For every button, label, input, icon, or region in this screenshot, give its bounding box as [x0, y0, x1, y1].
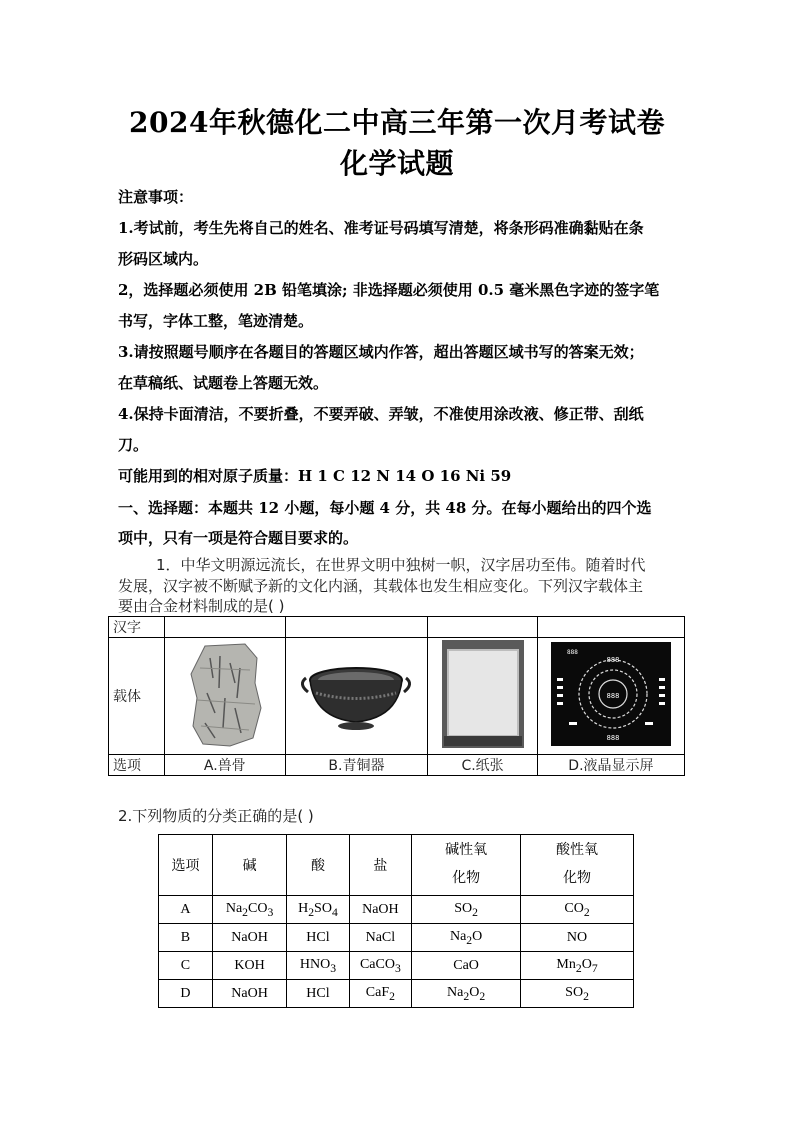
q2-header-acidic-oxide-2: 化物 [563, 871, 592, 886]
q1-stem-a: 1．中华文明源远流长，在世界文明中独树一帜，汉字居功至伟。随着时代 [156, 556, 646, 574]
atomic-mass-line: 可能用到的相对原子质量：H 1 C 12 N 14 O 16 Ni 59 [118, 467, 512, 485]
q2-header-basic-oxide [412, 835, 521, 896]
q1-hanzi-cell [537, 617, 684, 638]
q1-carrier-cell [165, 638, 286, 755]
q1-option-a: A.兽骨 [165, 755, 286, 776]
notice-item-2b: 书写，字体工整，笔迹清楚。 [118, 312, 314, 330]
q1-option-label: 选项 [109, 755, 165, 776]
q1-option-d: D.液晶显示屏 [537, 755, 684, 776]
q1-carrier-cell [428, 638, 538, 755]
q1-option-c: C.纸张 [428, 755, 538, 776]
q2-header-salt: 盐 [349, 835, 411, 896]
notice-item-3b: 在草稿纸、试题卷上答题无效。 [118, 374, 329, 392]
q1-stem-b: 发展，汉字被不断赋予新的文化内涵，其载体也发生相应变化。下列汉字载体主 [118, 577, 644, 595]
notice-item-1a: 1.考试前，考生先将自己的姓名、准考证号码填写清楚，将条形码准确黏贴在条 [118, 219, 644, 237]
q2-table [158, 834, 634, 1008]
bronze-vessel-image [296, 638, 416, 750]
paper-image [438, 638, 528, 750]
lcd-readout-center: 888 [606, 692, 620, 700]
q1-hanzi-label: 汉字 [109, 617, 165, 638]
notice-heading: 注意事项： [118, 188, 194, 206]
q2-header-base: 碱 [212, 835, 286, 896]
lcd-readout-top: 888 [606, 656, 620, 664]
exam-subject: 化学试题 [339, 147, 454, 180]
q2-header-acidic-oxide [521, 835, 634, 896]
table-row: D NaOH HCl CaF$_2$ $Na_2O_2$ $SO_2$ [159, 980, 634, 1008]
q2-header-option: 选项 [159, 835, 213, 896]
notice-item-3a: 3.请按照题号顺序在各题目的答题区域内作答，超出答题区域书写的答案无效； [118, 343, 644, 361]
q1-carrier-cell [537, 638, 684, 755]
notice-item-1b: 形码区域内。 [118, 250, 209, 268]
table-row: A $Na_2CO_3$ $H_2SO_4$ NaOH $SO_2$ $CO_2$ [159, 896, 634, 924]
q1-carrier-label: 载体 [109, 638, 165, 755]
q1-hanzi-cell [165, 617, 286, 638]
oracle-bone-image [175, 638, 275, 750]
q1-stem-c: 要由合金材料制成的是( ) [118, 597, 285, 615]
q1-hanzi-cell [285, 617, 428, 638]
exam-title: 2024年秋德化二中高三年第一次月考试卷 [129, 106, 665, 139]
q2-header-basic-oxide-2: 化物 [452, 871, 481, 886]
section1-line-b: 项中，只有一项是符合题目要求的。 [118, 529, 359, 547]
section1-line-a: 一、选择题：本题共 12 小题，每小题 4 分，共 48 分。在每小题给出的四个选 [118, 499, 652, 517]
notice-item-4a: 4.保持卡面清洁，不要折叠，不要弄破、弄皱，不准使用涂改液、修正带、刮纸 [118, 405, 644, 423]
table-row: C KOH $HNO_3$ CaCO$_3$ CaO $Mn_2O_7$ [159, 952, 634, 980]
q2-header-basic-oxide-1: 碱性氧 [445, 843, 488, 858]
q2-stem: 2.下列物质的分类正确的是( ) [118, 807, 314, 825]
q1-table [108, 616, 685, 776]
q1-hanzi-cell [428, 617, 538, 638]
lcd-screen-image [549, 638, 673, 750]
lcd-readout-bottom: 888 [606, 734, 620, 742]
q1-carrier-cell [285, 638, 428, 755]
notice-item-2a: 2，选择题必须使用 2B 铅笔填涂; 非选择题必须使用 0.5 毫米黑色字迹的签字笔 [118, 281, 660, 299]
q2-header-acidic-oxide-1: 酸性氧 [556, 843, 599, 858]
q1-option-b: B.青铜器 [285, 755, 428, 776]
lcd-readout-corner: 888 [566, 649, 578, 656]
notice-item-4b: 刀。 [118, 436, 149, 454]
table-row: B NaOH HCl NaCl $Na_2O$ NO [159, 924, 634, 952]
q2-header-acid: 酸 [287, 835, 349, 896]
